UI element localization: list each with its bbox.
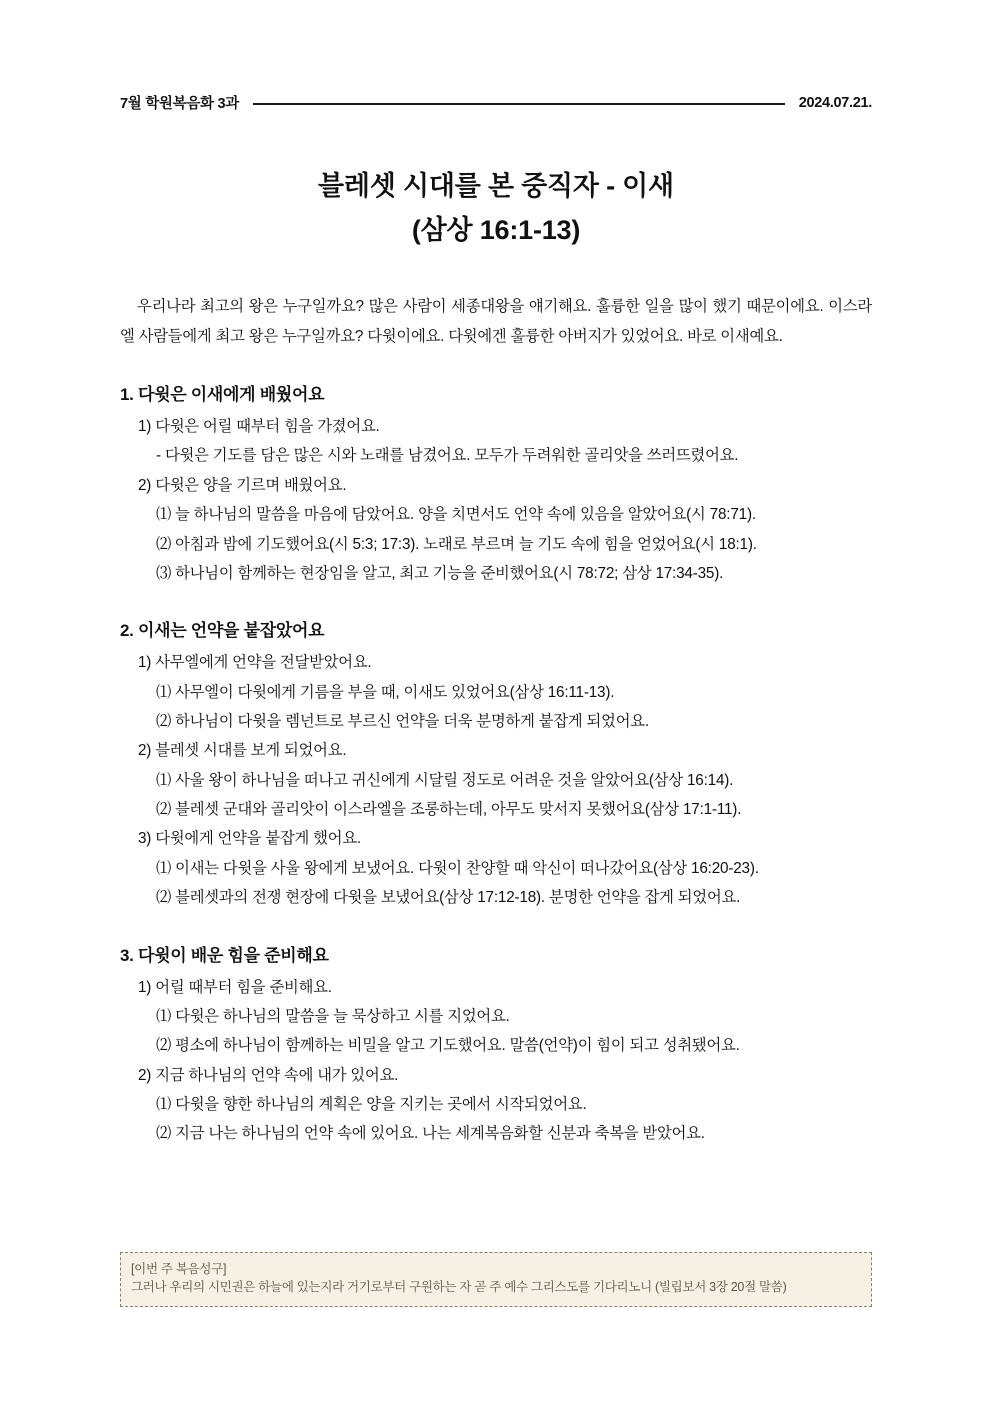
header-date: 2024.07.21. <box>798 94 872 111</box>
section-3-item-1: 1) 어릴 때부터 힘을 준비해요. <box>138 978 332 996</box>
section-2-item-2: ⑴ 사무엘이 다윗에게 기름을 부을 때, 이새도 있었어요(삼상 16:11-13). <box>156 683 615 701</box>
section-3 <box>120 941 872 1149</box>
header-lesson-label: 7월 학원복음화 3과 <box>120 96 239 112</box>
section-2-title: 2. 이새는 언약을 붙잡았어요 <box>120 621 325 641</box>
section-2-item-5: ⑴ 사울 왕이 하나님을 떠나고 귀신에게 시달릴 정도로 어려운 것을 알았어요(삼상 16:14). <box>156 771 734 789</box>
section-3-item-4: 2) 지금 하나님의 언약 속에 내가 있어요. <box>138 1066 399 1084</box>
section-2-item-8: ⑴ 이새는 다윗을 사울 왕에게 보냈어요. 다윗이 찬양할 때 악신이 떠나갔어요(삼상 16:20-23). <box>156 859 759 877</box>
header-divider-line <box>253 103 785 105</box>
section-1-title: 1. 다윗은 이새에게 배웠어요 <box>120 385 325 405</box>
section-2-item-4: 2) 블레셋 시대를 보게 되었어요. <box>138 742 347 760</box>
page-header <box>120 92 872 113</box>
section-1-item-2: - 다윗은 기도를 담은 많은 시와 노래를 남겼어요. 모두가 두려워한 골리앗을 쓰러뜨렸어요. <box>156 447 739 465</box>
section-2-item-9: ⑵ 블레셋과의 전쟁 현장에 다윗을 보냈어요(삼상 17:12-18). 분명한 언약을 잡게 되었어요. <box>156 889 741 907</box>
weekly-verse-label: [이번 주 복음성구] <box>131 1261 227 1276</box>
section-2-item-6: ⑵ 블레셋 군대와 골리앗이 이스라엘을 조롱하는데, 아무도 맞서지 못했어요(삼상 17:1-11). <box>156 801 742 819</box>
title-line-2: (삼상 16:1-13) <box>411 214 581 245</box>
page-title <box>120 165 872 252</box>
section-3-item-3: ⑵ 평소에 하나님이 함께하는 비밀을 알고 기도했어요. 말씀(언약)이 힘이 되고 성취됐어요. <box>156 1037 740 1055</box>
section-2-item-3: ⑵ 하나님이 다윗을 렘넌트로 부르신 언약을 더욱 분명하게 붙잡게 되었어요. <box>156 713 649 730</box>
section-1-item-5: ⑵ 아침과 밤에 기도했어요(시 5:3; 17:3). 노래로 부르며 늘 기도 속에 힘을 얻었어요(시 18:1). <box>156 535 757 553</box>
section-3-item-5: ⑴ 다윗을 향한 하나님의 계획은 양을 지키는 곳에서 시작되었어요. <box>156 1095 587 1113</box>
title-line-1: 블레셋 시대를 본 중직자 - 이새 <box>318 171 674 201</box>
weekly-verse-text: 그러나 우리의 시민권은 하늘에 있는지라 거기로부터 구원하는 자 곧 주 예수 그리스도를 기다리노니 (빌립보서 3장 20절 말씀) <box>131 1280 787 1295</box>
section-2-item-1: 1) 사무엘에게 언약을 전달받았어요. <box>138 654 372 672</box>
section-3-item-2: ⑴ 다윗은 하나님의 말씀을 늘 묵상하고 시를 지었어요. <box>156 1007 510 1025</box>
section-1 <box>120 380 872 588</box>
section-1-item-1: 1) 다윗은 어릴 때부터 힘을 가졌어요. <box>138 418 380 436</box>
section-1-item-6: ⑶ 하나님이 함께하는 현장임을 알고, 최고 기능을 준비했어요(시 78:72; 삼상 17:34-35). <box>156 564 724 582</box>
weekly-verse-box <box>120 1252 872 1308</box>
section-1-item-4: ⑴ 늘 하나님의 말씀을 마음에 담았어요. 양을 치면서도 언약 속에 있음을 알았어요(시 78:71). <box>156 506 756 524</box>
section-2-item-7: 3) 다윗에게 언약을 붙잡게 했어요. <box>138 830 361 848</box>
intro-paragraph: 우리나라 최고의 왕은 누구일까요? 많은 사람이 세종대왕을 얘기해요. 훌륭한 일을 많이 했기 때문이에요. 이스라엘 사람들에게 최고 왕은 누구일까요? 다윗이에요. 다윗에겐 훌륭한 아버지가 있었어요. 바로 이새예요. <box>120 298 872 346</box>
section-1-item-3: 2) 다윗은 양을 기르며 배웠어요. <box>138 476 347 494</box>
section-3-item-6: ⑵ 지금 나는 하나님의 언약 속에 있어요. 나는 세계복음화할 신분과 축복을 받았어요. <box>156 1125 705 1143</box>
section-2 <box>120 616 872 912</box>
section-3-title: 3. 다윗이 배운 힘을 준비해요 <box>120 945 329 965</box>
